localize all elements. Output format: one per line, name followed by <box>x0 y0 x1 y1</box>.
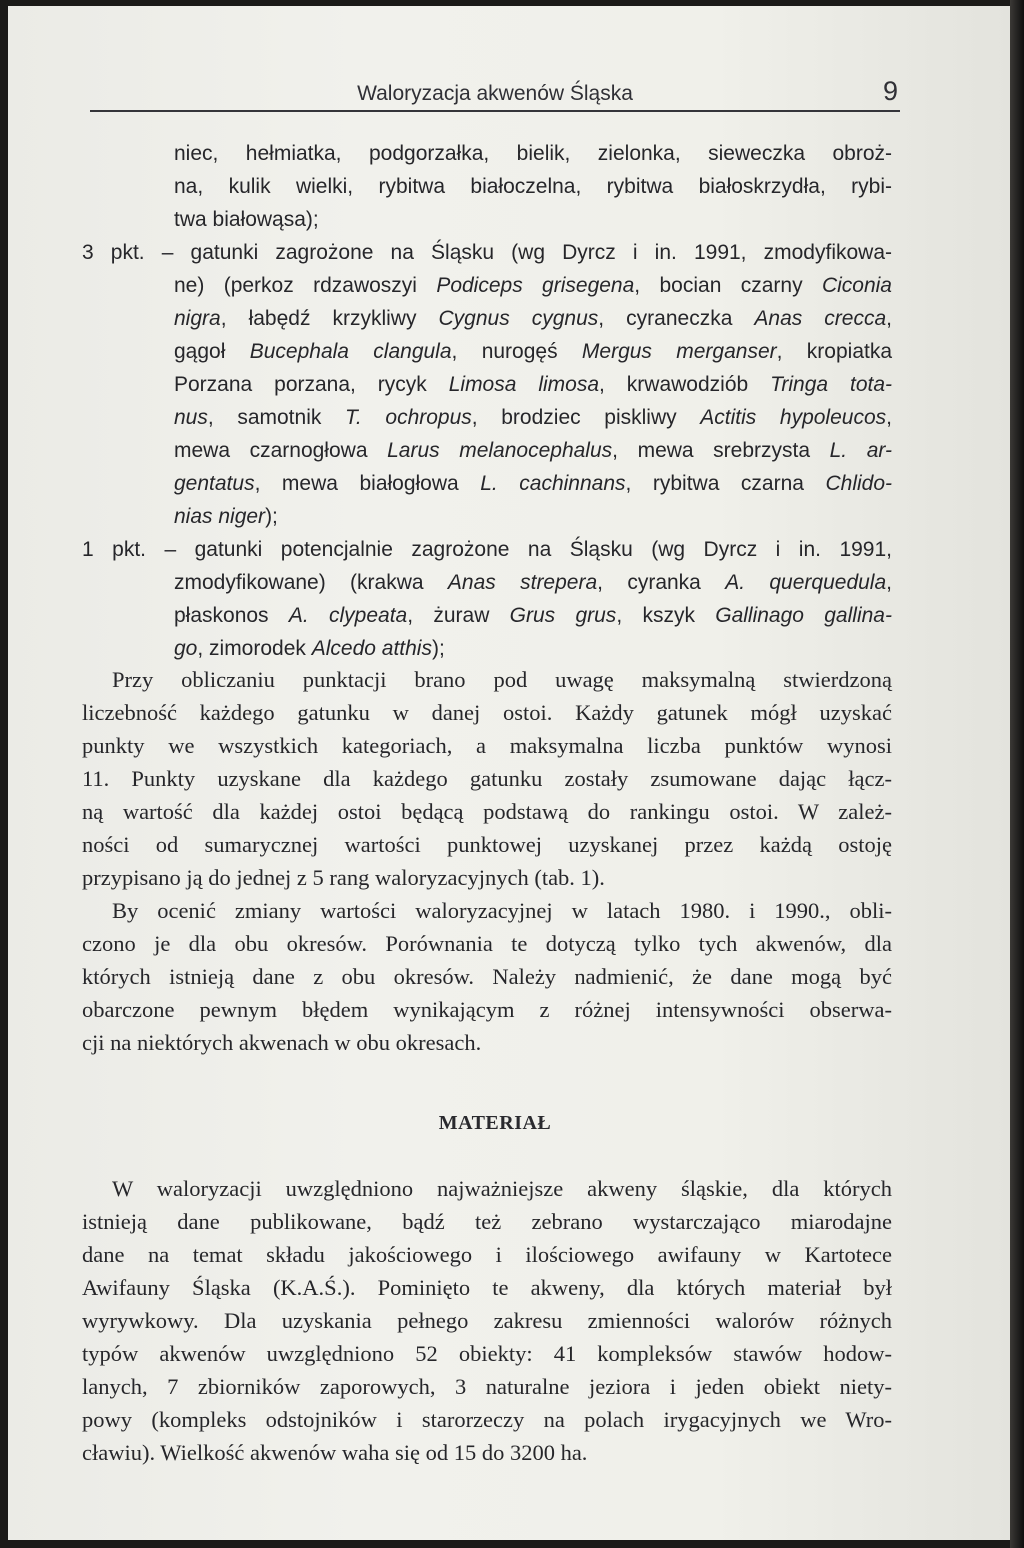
text-segment: , zimorodek <box>197 637 312 660</box>
book-page <box>8 6 1010 1540</box>
text-segment: płaskonos <box>174 604 289 627</box>
text-line <box>82 698 892 728</box>
text-segment: powy (kompleks odstojników i starorzeczy na polach irygacyjnych we Wro- <box>82 1407 892 1432</box>
italic-text: A. querquedula <box>725 571 887 594</box>
text-line <box>82 1372 892 1402</box>
text-line <box>82 830 892 860</box>
italic-text: T. ochropus <box>345 406 472 429</box>
text-line <box>174 403 892 433</box>
text-line <box>174 139 892 169</box>
text-segment: przypisano ją do jednej z 5 rang waloryzacyjnych (tab. 1). <box>82 865 605 890</box>
italic-text: Limosa limosa <box>448 373 600 396</box>
text-segment: wyrywkowy. Dla uzyskania pełnego zakresu zmienności walorów różnych <box>82 1308 892 1333</box>
italic-text: Actitis hypoleucos <box>700 406 887 429</box>
text-segment: cławiu). Wielkość akwenów waha się od 15 do 3200 ha. <box>82 1440 588 1465</box>
italic-text: gentatus <box>174 472 255 495</box>
text-segment: zmodyfikowane) (krakwa <box>174 571 448 594</box>
italic-text: Podiceps grisegena <box>436 274 635 297</box>
text-line <box>82 1339 892 1369</box>
text-line <box>82 1438 692 1468</box>
italic-text: Ciconia <box>821 274 892 297</box>
text-segment: , cyranka <box>597 571 726 594</box>
text-segment: ); <box>431 637 445 660</box>
text-line <box>174 304 892 334</box>
text-line <box>174 568 892 598</box>
text-segment: , <box>886 307 892 330</box>
text-segment: punkty we wszystkich kategoriach, a maksymalna liczba punktów wynosi <box>82 733 892 758</box>
text-segment: 1 pkt. – gatunki potencjalnie zagrożone na Śląsku (wg Dyrcz i in. 1991, <box>82 538 892 561</box>
text-segment: cji na niektórych akwenach w obu okresach. <box>82 1030 482 1055</box>
italic-text: nus <box>174 406 208 429</box>
text-segment: , mewa srebrzysta <box>612 439 830 462</box>
scan-edge <box>1010 0 1024 1548</box>
text-segment: , samotnik <box>207 406 346 429</box>
text-segment: ności od sumarycznej wartości punktowej uzyskanej przez każdą ostoję <box>82 832 892 857</box>
text-line <box>174 337 892 367</box>
text-segment: mewa czarnogłowa <box>174 439 388 462</box>
text-line <box>174 370 892 400</box>
italic-text: nigra <box>174 307 221 330</box>
text-segment: , kropiatka <box>776 340 893 363</box>
running-title: Waloryzacja akwenów Śląska <box>357 82 633 105</box>
text-segment: , żuraw <box>407 604 510 627</box>
text-segment: , bocian czarny <box>634 274 822 297</box>
text-line <box>174 469 892 499</box>
text-segment: typów akwenów uwzględniono 52 obiekty: 41 kompleksów stawów hodow- <box>82 1341 892 1366</box>
text-segment: dane na temat składu jakościowego i ilościowego awifauny w Kartotece <box>82 1242 892 1267</box>
italic-text: Larus melanocephalus <box>387 439 613 462</box>
italic-text: nias niger <box>174 505 266 528</box>
text-line <box>174 502 309 532</box>
text-segment: liczebność każdego gatunku w danej ostoi. Każdy gatunek mógł uzyskać <box>82 700 892 725</box>
text-segment: Przy obliczaniu punktacji brano pod uwagę maksymalną stwierdzoną <box>112 667 892 692</box>
text-line <box>174 271 892 301</box>
text-segment: Awifauny Śląska (K.A.Ś.). Pominięto te akweny, dla których materiał był <box>82 1275 892 1300</box>
italic-text: L. cachinnans <box>480 472 626 495</box>
text-segment: niec, hełmiatka, podgorzałka, bielik, zielonka, sieweczka obroż- <box>174 142 892 165</box>
text-line <box>82 863 732 893</box>
italic-text: Bucephala clangula <box>249 340 452 363</box>
text-line <box>174 436 892 466</box>
text-segment: obarczone pewnym błędem wynikającym z różnej intensywności obserwa- <box>82 997 892 1022</box>
text-line <box>174 601 892 631</box>
text-line <box>82 962 892 992</box>
text-segment: 3 pkt. – gatunki zagrożone na Śląsku (wg Dyrcz i in. 1991, zmodyfikowa- <box>82 241 892 264</box>
italic-text: Tringa tota- <box>770 373 893 396</box>
italic-text: L. ar- <box>829 439 893 462</box>
italic-text: Grus grus <box>509 604 617 627</box>
text-segment: Porzana porzana, rycyk <box>174 373 449 396</box>
text-segment: , rybitwa czarna <box>625 472 826 495</box>
text-line <box>82 1273 892 1303</box>
italic-text: Chlido- <box>825 472 892 495</box>
text-line <box>82 1306 892 1336</box>
text-line <box>82 797 892 827</box>
text-line <box>82 238 892 268</box>
text-segment: 11. Punkty uzyskane dla każdego gatunku zostały zsumowane dając łącz- <box>82 766 892 791</box>
text-segment: ); <box>265 505 278 528</box>
page-number: 9 <box>882 76 898 106</box>
text-line <box>82 764 892 794</box>
running-header <box>90 78 900 112</box>
text-segment: czono je dla obu okresów. Porównania te dotyczą tylko tych akwenów, dla <box>82 931 892 956</box>
section-heading: MATERIAŁ <box>438 1112 552 1134</box>
text-segment: By ocenić zmiany wartości waloryzacyjnej w latach 1980. i 1990., obli- <box>112 898 892 923</box>
text-segment: , nurogęś <box>451 340 582 363</box>
text-segment: W waloryzacji uwzględniono najważniejsze akweny śląskie, dla których <box>112 1176 892 1201</box>
text-segment: , krwawodziób <box>599 373 771 396</box>
italic-text: Anas strepera <box>447 571 598 594</box>
text-segment: , kszyk <box>616 604 716 627</box>
italic-text: Anas crecca <box>754 307 887 330</box>
text-line <box>112 1174 892 1204</box>
text-segment: , cyraneczka <box>598 307 755 330</box>
text-segment: , mewa białogłowa <box>254 472 481 495</box>
text-segment: twa białowąsa); <box>174 208 319 231</box>
text-segment: lanych, 7 zbiorników zaporowych, 3 naturalne jeziora i jeden obiekt niety- <box>82 1374 892 1399</box>
text-segment: ne) (perkoz rdzawoszyi <box>174 274 437 297</box>
text-line <box>174 205 359 235</box>
text-segment: na, kulik wielki, rybitwa białoczelna, rybitwa białoskrzydła, rybi- <box>174 175 892 198</box>
text-segment: , <box>886 406 892 429</box>
text-segment: , brodziec piskliwy <box>471 406 701 429</box>
text-line <box>82 535 892 565</box>
text-segment: , łabędź krzykliwy <box>220 307 439 330</box>
text-line <box>82 1405 892 1435</box>
text-line <box>174 634 482 664</box>
italic-text: Gallinago gallina- <box>715 604 892 627</box>
text-line <box>112 665 892 695</box>
text-line <box>82 929 892 959</box>
text-segment: których istnieją dane z obu okresów. Należy nadmienić, że dane mogą być <box>82 964 892 989</box>
italic-text: Alcedo atthis <box>311 637 432 660</box>
text-line <box>82 1207 892 1237</box>
text-line <box>82 1240 892 1270</box>
italic-text: go <box>174 637 198 660</box>
text-line <box>82 1028 592 1058</box>
text-line <box>174 172 892 202</box>
text-segment: gągoł <box>174 340 250 363</box>
text-line <box>112 896 892 926</box>
text-segment: istnieją dane publikowane, bądź też zebrano wystarczająco miarodajne <box>82 1209 892 1234</box>
text-segment: ną wartość dla każdej ostoi będącą podstawą do rankingu ostoi. W zależ- <box>82 799 892 824</box>
text-line <box>82 995 892 1025</box>
italic-text: Mergus merganser <box>581 340 777 363</box>
text-line <box>82 731 892 761</box>
text-segment: , <box>886 571 892 594</box>
italic-text: Cygnus cygnus <box>438 307 599 330</box>
italic-text: A. clypeata <box>288 604 408 627</box>
